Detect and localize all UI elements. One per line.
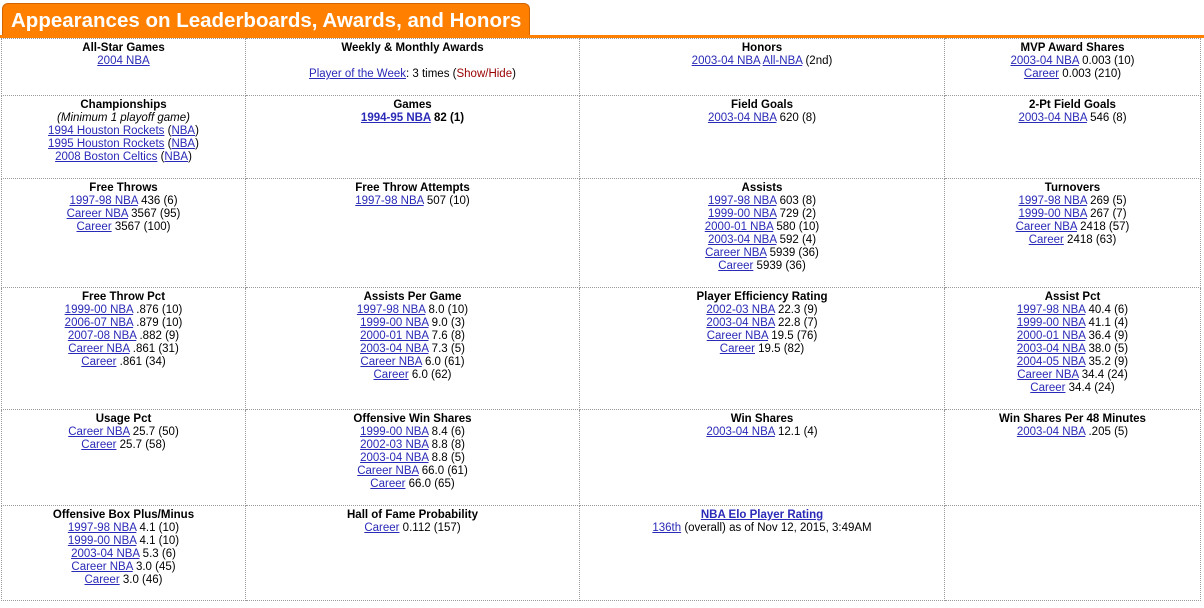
entry-value: 4.1 (10)	[136, 522, 180, 534]
cell-title: Championships	[80, 99, 167, 111]
leaderboard-entry	[6, 330, 241, 343]
season-link[interactable]: 1997-98 NBA	[355, 195, 424, 207]
entry-value: 7.3 (5)	[428, 343, 465, 355]
entry-suffix: )	[195, 125, 199, 137]
leaderboard-entry	[584, 247, 940, 260]
grid-row	[2, 288, 1201, 410]
entry-value: 3.0 (46)	[119, 574, 163, 586]
leaderboard-entry	[949, 234, 1196, 247]
season-link[interactable]: Career NBA	[705, 247, 767, 259]
season-link[interactable]: 1999-00 NBA	[360, 426, 429, 438]
grid-row	[2, 179, 1201, 288]
entry-value: 3567 (95)	[127, 208, 181, 220]
season-link[interactable]: Career NBA	[66, 208, 128, 220]
season-link[interactable]: Career	[81, 356, 117, 368]
entry-value: 3567 (100)	[111, 221, 171, 233]
season-link[interactable]: 2004 NBA	[97, 55, 150, 67]
entry-suffix: )	[195, 138, 199, 150]
entry-value: 19.5 (82)	[754, 343, 805, 355]
entry-value: 3.0 (45)	[132, 561, 176, 573]
player-of-the-week-link[interactable]: Player of the Week	[309, 68, 406, 80]
season-link[interactable]: 1994 Houston Rockets	[48, 125, 165, 137]
season-link[interactable]: Career	[1028, 234, 1064, 246]
entry-value: 5.3 (6)	[139, 548, 176, 560]
cell-title-link[interactable]: NBA Elo Player Rating	[700, 509, 824, 521]
leaderboard-entry	[250, 356, 575, 369]
leaderboard-entry	[584, 304, 940, 317]
season-link[interactable]: 1997-98 NBA	[1016, 304, 1086, 316]
cell-mvp-award-shares	[945, 39, 1201, 96]
season-link[interactable]: 2003-04 NBA	[706, 317, 775, 329]
cell-title: Free Throw Pct	[81, 291, 166, 303]
entry-value: 34.4 (24)	[1078, 369, 1128, 381]
cell-assists-per-game	[246, 288, 580, 410]
entry-value: 5939 (36)	[766, 247, 819, 259]
cell-title: Weekly & Monthly Awards	[341, 42, 484, 54]
cell-title: Assist Pct	[1044, 291, 1101, 303]
season-link[interactable]: Career NBA	[1015, 221, 1077, 233]
leaderboard-entry	[6, 317, 241, 330]
entry-value: 6.0 (62)	[408, 369, 452, 381]
section-title: Appearances on Leaderboards, Awards, and Honors	[2, 3, 530, 36]
cell-title: Win Shares	[730, 413, 794, 425]
season-link[interactable]: Career NBA	[360, 356, 422, 368]
season-link[interactable]: Career NBA	[357, 465, 419, 477]
leaderboard-entry	[949, 195, 1196, 208]
leaderboard-entry	[6, 343, 241, 356]
leaderboard-entry	[584, 221, 940, 234]
leaderboard-entry	[6, 55, 241, 68]
leaderboard-entry	[250, 304, 575, 317]
leaderboard-entry	[6, 208, 241, 221]
season-link[interactable]: 2003-04 NBA	[360, 452, 429, 464]
entry-value: 0.003 (10)	[1078, 55, 1135, 67]
leaderboard-entry	[949, 221, 1196, 234]
season-link[interactable]: 1999-00 NBA	[1016, 317, 1086, 329]
cell-empty	[945, 506, 1201, 601]
leaderboard-entry	[6, 426, 241, 439]
leaderboard-entry	[949, 369, 1196, 382]
entry-value: 66.0 (65)	[405, 478, 455, 490]
entry-value: 2418 (63)	[1063, 234, 1117, 246]
entry-value: 2418 (57)	[1076, 221, 1130, 233]
cell-title: Free Throw Attempts	[355, 182, 470, 194]
leaderboard-entry	[949, 317, 1196, 330]
weekly-award-line	[250, 68, 575, 81]
entry-value: 38.0 (5)	[1085, 343, 1129, 355]
entry-value: (	[164, 125, 172, 137]
entry-value: 9.0 (3)	[428, 317, 465, 329]
entry-value: 580 (10)	[773, 221, 820, 233]
show-hide-toggle[interactable]: Show/Hide	[456, 68, 513, 80]
season-link[interactable]: 1997-98 NBA	[707, 195, 777, 207]
entry-value: 19.5 (76)	[768, 330, 818, 342]
cell-title: Assists Per Game	[363, 291, 462, 303]
league-link[interactable]: NBA	[171, 138, 196, 150]
season-link[interactable]: 2003-04 NBA	[1010, 55, 1079, 67]
leaderboard-entry	[250, 369, 575, 382]
season-link[interactable]: 1995 Houston Rockets	[48, 138, 165, 150]
cell-title: Turnovers	[1044, 182, 1101, 194]
entry-value: 7.6 (8)	[428, 330, 465, 342]
season-link[interactable]: 2003-04 NBA	[360, 343, 429, 355]
cell-field-goals	[580, 96, 945, 179]
season-link[interactable]: 2000-01 NBA	[1016, 330, 1086, 342]
leaderboard-grid-body	[2, 39, 1201, 601]
cell-hall-of-fame-probability	[246, 506, 580, 601]
leaderboard-entry	[250, 465, 575, 478]
leaderboard-entry	[584, 317, 940, 330]
season-link[interactable]: 2003-04 NBA	[706, 426, 775, 438]
cell-title: 2-Pt Field Goals	[1029, 99, 1116, 111]
cell-title: Assists	[741, 182, 783, 194]
leaderboard-entry	[949, 330, 1196, 343]
cell-title: Player Efficiency Rating	[696, 291, 828, 303]
leaderboard-entry	[6, 151, 241, 164]
season-link[interactable]: 2003-04 NBA	[71, 548, 140, 560]
season-link[interactable]: 1997-98 NBA	[67, 522, 137, 534]
cell-note: (Minimum 1 playoff game)	[57, 112, 190, 124]
cell-weekly-monthly-awards	[246, 39, 580, 96]
leaderboard-entry	[6, 356, 241, 369]
season-link[interactable]: 1997-98 NBA	[69, 195, 138, 207]
leaderboard-entry	[6, 221, 241, 234]
leaderboard-entry	[6, 304, 241, 317]
leaderboard-entry	[250, 522, 575, 535]
leaderboard-entry	[949, 55, 1196, 68]
season-link[interactable]: Career NBA	[68, 343, 130, 355]
cell-free-throw-attempts	[246, 179, 580, 288]
league-link[interactable]: NBA	[171, 125, 196, 137]
entry-value: 592 (4)	[776, 234, 817, 246]
entry-value: 36.4 (9)	[1085, 330, 1129, 342]
entry-value: (overall) as of Nov 12, 2015, 3:49AM	[681, 522, 872, 534]
season-link[interactable]: 2002-03 NBA	[706, 304, 775, 316]
entry-value: .882 (9)	[136, 330, 180, 342]
leaderboard-entry	[250, 478, 575, 491]
leaderboard-entry	[250, 452, 575, 465]
entry-value: .876 (10)	[133, 304, 183, 316]
season-link[interactable]: Career	[1030, 382, 1066, 394]
season-link[interactable]: 2003-04 NBA	[1016, 343, 1086, 355]
leaderboard-entry	[6, 439, 241, 452]
cell-nba-elo-player-rating	[580, 506, 945, 601]
entry-value: 25.7 (50)	[129, 426, 179, 438]
leaderboard-entry	[250, 439, 575, 452]
cell-free-throw-pct	[2, 288, 246, 410]
entry-value: 35.2 (9)	[1085, 356, 1129, 368]
season-link[interactable]: 1997-98 NBA	[356, 304, 426, 316]
leaderboard-entry	[584, 112, 940, 125]
season-link[interactable]: 2000-01 NBA	[360, 330, 429, 342]
cell-win-shares	[580, 410, 945, 506]
entry-value: 729 (2)	[776, 208, 817, 220]
season-link[interactable]: Career NBA	[706, 330, 769, 342]
league-link[interactable]: NBA	[164, 151, 189, 163]
entry-value: 546 (8)	[1086, 112, 1127, 124]
season-link[interactable]: Career	[76, 221, 112, 233]
season-link[interactable]: 2008 Boston Celtics	[55, 151, 158, 163]
cell-offensive-box-plus-minus	[2, 506, 246, 601]
leaderboard-entry	[6, 574, 241, 587]
season-link[interactable]: 1997-98 NBA	[1018, 195, 1087, 207]
cell-title: Win Shares Per 48 Minutes	[999, 413, 1146, 425]
entry-value: .879 (10)	[133, 317, 183, 329]
leaderboard-entry	[584, 234, 940, 247]
entry-value: (	[157, 151, 165, 163]
season-link[interactable]: 2004-05 NBA	[1016, 356, 1086, 368]
entry-value: (2nd)	[802, 55, 833, 67]
entry-value: 40.4 (6)	[1085, 304, 1129, 316]
cell-usage-pct	[2, 410, 246, 506]
entry-value: 34.4 (24)	[1065, 382, 1115, 394]
season-link[interactable]: Career	[719, 343, 755, 355]
entry-value: 5939 (36)	[753, 260, 806, 272]
leaderboard-entry	[584, 208, 940, 221]
season-link[interactable]: Career NBA	[68, 426, 130, 438]
cell-games	[246, 96, 580, 179]
weekly-close: )	[512, 68, 516, 80]
cell-championships	[2, 96, 246, 179]
entry-value: (	[164, 138, 172, 150]
leaderboard-entry	[584, 330, 940, 343]
season-link[interactable]: 1999-00 NBA	[64, 304, 134, 316]
leaderboard-entry	[949, 356, 1196, 369]
cell-title: All-Star Games	[82, 42, 165, 54]
leaderboard-entry	[584, 426, 940, 439]
entry-value: 0.112 (157)	[399, 522, 461, 534]
entry-value: .205 (5)	[1085, 426, 1129, 438]
season-link[interactable]: Career	[718, 260, 754, 272]
cell-title: MVP Award Shares	[1020, 42, 1125, 54]
leaderboard-entry	[949, 208, 1196, 221]
entry-value: 6.0 (61)	[421, 356, 465, 368]
cell-honors	[580, 39, 945, 96]
leaderboard-entry	[6, 535, 241, 548]
cell-assist-pct	[945, 288, 1201, 410]
grid-row	[2, 506, 1201, 601]
leaderboard-entry	[584, 343, 940, 356]
season-link[interactable]: 1994-95 NBA	[360, 112, 431, 124]
entry-value: 8.0 (10)	[425, 304, 469, 316]
season-link[interactable]: Career	[370, 478, 406, 490]
season-link[interactable]: Career	[364, 522, 400, 534]
season-link[interactable]: 1999-00 NBA	[360, 317, 429, 329]
season-link[interactable]: 2003-04 NBA	[707, 112, 777, 124]
entry-value: 507 (10)	[423, 195, 470, 207]
cell-offensive-win-shares	[246, 410, 580, 506]
section-header	[0, 0, 1204, 38]
entry-value: 620 (8)	[776, 112, 817, 124]
cell-title	[584, 509, 940, 522]
entry-value: 8.8 (8)	[428, 439, 465, 451]
entry-value: 603 (8)	[776, 195, 817, 207]
leaderboard-entry	[6, 195, 241, 208]
entry-value: 4.1 (10)	[136, 535, 180, 547]
grid-row	[2, 96, 1201, 179]
leaderboard-entry	[949, 112, 1196, 125]
entry-value: 436 (6)	[137, 195, 178, 207]
leaderboard-entry	[584, 522, 940, 535]
cell-title: Offensive Box Plus/Minus	[52, 509, 195, 521]
cell-title: Usage Pct	[95, 413, 152, 425]
leaderboard-entry	[6, 125, 241, 138]
entry-value: 22.8 (7)	[774, 317, 818, 329]
leaderboard-entry	[584, 55, 940, 68]
entry-value: 12.1 (4)	[774, 426, 818, 438]
leaderboard-entry	[584, 260, 940, 273]
entry-value: .861 (31)	[129, 343, 179, 355]
cell-title: Free Throws	[89, 182, 158, 194]
leaderboard-entry	[949, 382, 1196, 395]
leaderboard-entry	[6, 138, 241, 151]
leaderboard-entry	[250, 317, 575, 330]
cell-turnovers	[945, 179, 1201, 288]
grid-row	[2, 39, 1201, 96]
season-link[interactable]: 2006-07 NBA	[64, 317, 134, 329]
season-link[interactable]: Career	[84, 574, 120, 586]
leaderboard-entry	[6, 561, 241, 574]
season-link[interactable]: 136th	[652, 522, 682, 534]
grid-row	[2, 410, 1201, 506]
season-link[interactable]: 1999-00 NBA	[1018, 208, 1087, 220]
entry-value: 25.7 (58)	[116, 439, 166, 451]
leaderboard-entry	[250, 112, 575, 125]
season-link[interactable]: 2003-04 NBA	[1018, 112, 1087, 124]
season-link[interactable]: 1999-00 NBA	[707, 208, 777, 220]
season-link[interactable]: Career	[81, 439, 117, 451]
cell-title: Field Goals	[731, 99, 793, 111]
leaderboard-entry	[6, 548, 241, 561]
season-link[interactable]: 2003-04 NBA	[691, 55, 761, 67]
season-link[interactable]: 2002-03 NBA	[360, 439, 429, 451]
season-link[interactable]: 2000-01 NBA	[704, 221, 774, 233]
season-link[interactable]: 1999-00 NBA	[67, 535, 137, 547]
season-link[interactable]: Career NBA	[1017, 369, 1079, 381]
cell-title: Offensive Win Shares	[353, 413, 472, 425]
leaderboard-entry	[250, 343, 575, 356]
award-link[interactable]: All-NBA	[762, 55, 803, 67]
cell-title: Games	[393, 99, 432, 111]
entry-value: 82 (1)	[430, 112, 465, 124]
season-link[interactable]: 2003-04 NBA	[1016, 426, 1086, 438]
leaderboard-grid	[1, 38, 1201, 601]
leaderboard-entry	[584, 195, 940, 208]
season-link[interactable]: 2007-08 NBA	[67, 330, 137, 342]
leaderboard-entry	[949, 343, 1196, 356]
leaderboard-entry	[250, 426, 575, 439]
entry-value: 267 (7)	[1086, 208, 1127, 220]
entry-value: 0.003 (210)	[1059, 68, 1122, 80]
cell-player-efficiency-rating	[580, 288, 945, 410]
leaderboard-entry	[6, 522, 241, 535]
entry-value: 66.0 (61)	[418, 465, 468, 477]
cell-title: Honors	[741, 42, 783, 54]
entry-value: 8.4 (6)	[428, 426, 465, 438]
cell-title: Hall of Fame Probability	[347, 509, 478, 521]
entry-value: 8.8 (5)	[428, 452, 465, 464]
season-link[interactable]: Career NBA	[71, 561, 133, 573]
spacer	[250, 55, 575, 68]
leaderboard-entry	[949, 304, 1196, 317]
season-link[interactable]: Career	[1023, 68, 1060, 80]
cell-2-pt-field-goals	[945, 96, 1201, 179]
entry-value: 22.3 (9)	[774, 304, 818, 316]
cell-win-shares-per-48-minutes	[945, 410, 1201, 506]
entry-value: 269 (5)	[1086, 195, 1127, 207]
leaderboard-entry	[250, 330, 575, 343]
entry-suffix: )	[188, 151, 192, 163]
weekly-count: : 3 times (	[406, 68, 457, 80]
entry-value: .861 (34)	[116, 356, 166, 368]
entry-value: 41.1 (4)	[1085, 317, 1129, 329]
season-link[interactable]: 2003-04 NBA	[707, 234, 777, 246]
season-link[interactable]: Career	[373, 369, 409, 381]
leaderboard-entry	[949, 68, 1196, 81]
leaderboard-entry	[949, 426, 1196, 439]
cell-assists	[580, 179, 945, 288]
cell-free-throws	[2, 179, 246, 288]
leaderboard-entry	[250, 195, 575, 208]
cell-all-star-games	[2, 39, 246, 96]
